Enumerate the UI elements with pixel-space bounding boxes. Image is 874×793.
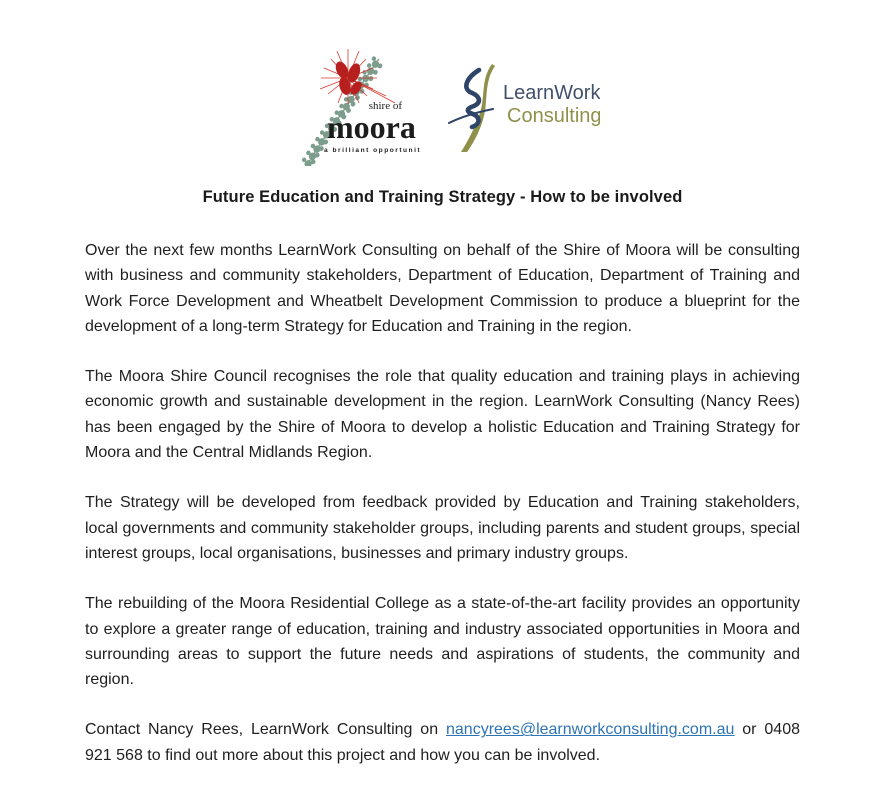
learnwork-line2-text: Consulting [506, 105, 600, 127]
moora-shire-of-text: shire of [368, 100, 402, 112]
body-paragraph-3: The Strategy will be developed from feedback provided by Education and Training stakeholders, local governments and community stakeholder groups, including parents and student groups, special interest groups, local organisations, businesses and primary industry groups. [85, 494, 800, 562]
logo-row [91, 46, 806, 166]
moora-name-text: moora [326, 109, 416, 145]
document-body [85, 238, 800, 768]
body-paragraph-4: The rebuilding of the Moora Residential College as a state-of-the-art facility provides an opportunity to explore a greater range of education, training and industry associated opportunities in Moora and surrounding areas to support the future needs and aspirations of students, the community and region. [85, 595, 800, 689]
shire-of-moora-logo [298, 46, 420, 166]
contact-text-after: or 0408 921 568 to find out more about this project and how you can be involved. [85, 721, 800, 764]
body-paragraph-2: The Moora Shire Council recognises the role that quality education and training plays in achieving economic growth and sustainable development in the region. LearnWork Consulting (Nancy Rees) has been engaged by the Shire of Moora to develop a holistic Education and Training Strategy for Moora and the Central Midlands Region. [85, 368, 800, 462]
document-title: Future Education and Training Strategy - How to be involved [202, 188, 683, 206]
contact-paragraph [85, 717, 800, 768]
learnwork-consulting-logo [448, 58, 600, 154]
learnwork-line1-text: LearnWork [502, 82, 600, 104]
body-paragraph-1: Over the next few months LearnWork Consulting on behalf of the Shire of Moora will be consulting with business and community stakeholders, Department of Education, Department of Training and Work Force Development and Wheatbelt Development Commission to produce a blueprint for the development of a long-term Strategy for Education and Training in the region. [85, 242, 800, 335]
email-link[interactable]: nancyrees@learnworkconsulting.com.au [446, 721, 735, 739]
moora-tagline-text: a brilliant opportunity [323, 147, 420, 154]
moora-flower-icon [298, 46, 420, 166]
learnwork-swoosh-icon [448, 58, 600, 154]
contact-text-before: Contact Nancy Rees, LearnWork Consulting on [85, 721, 446, 739]
